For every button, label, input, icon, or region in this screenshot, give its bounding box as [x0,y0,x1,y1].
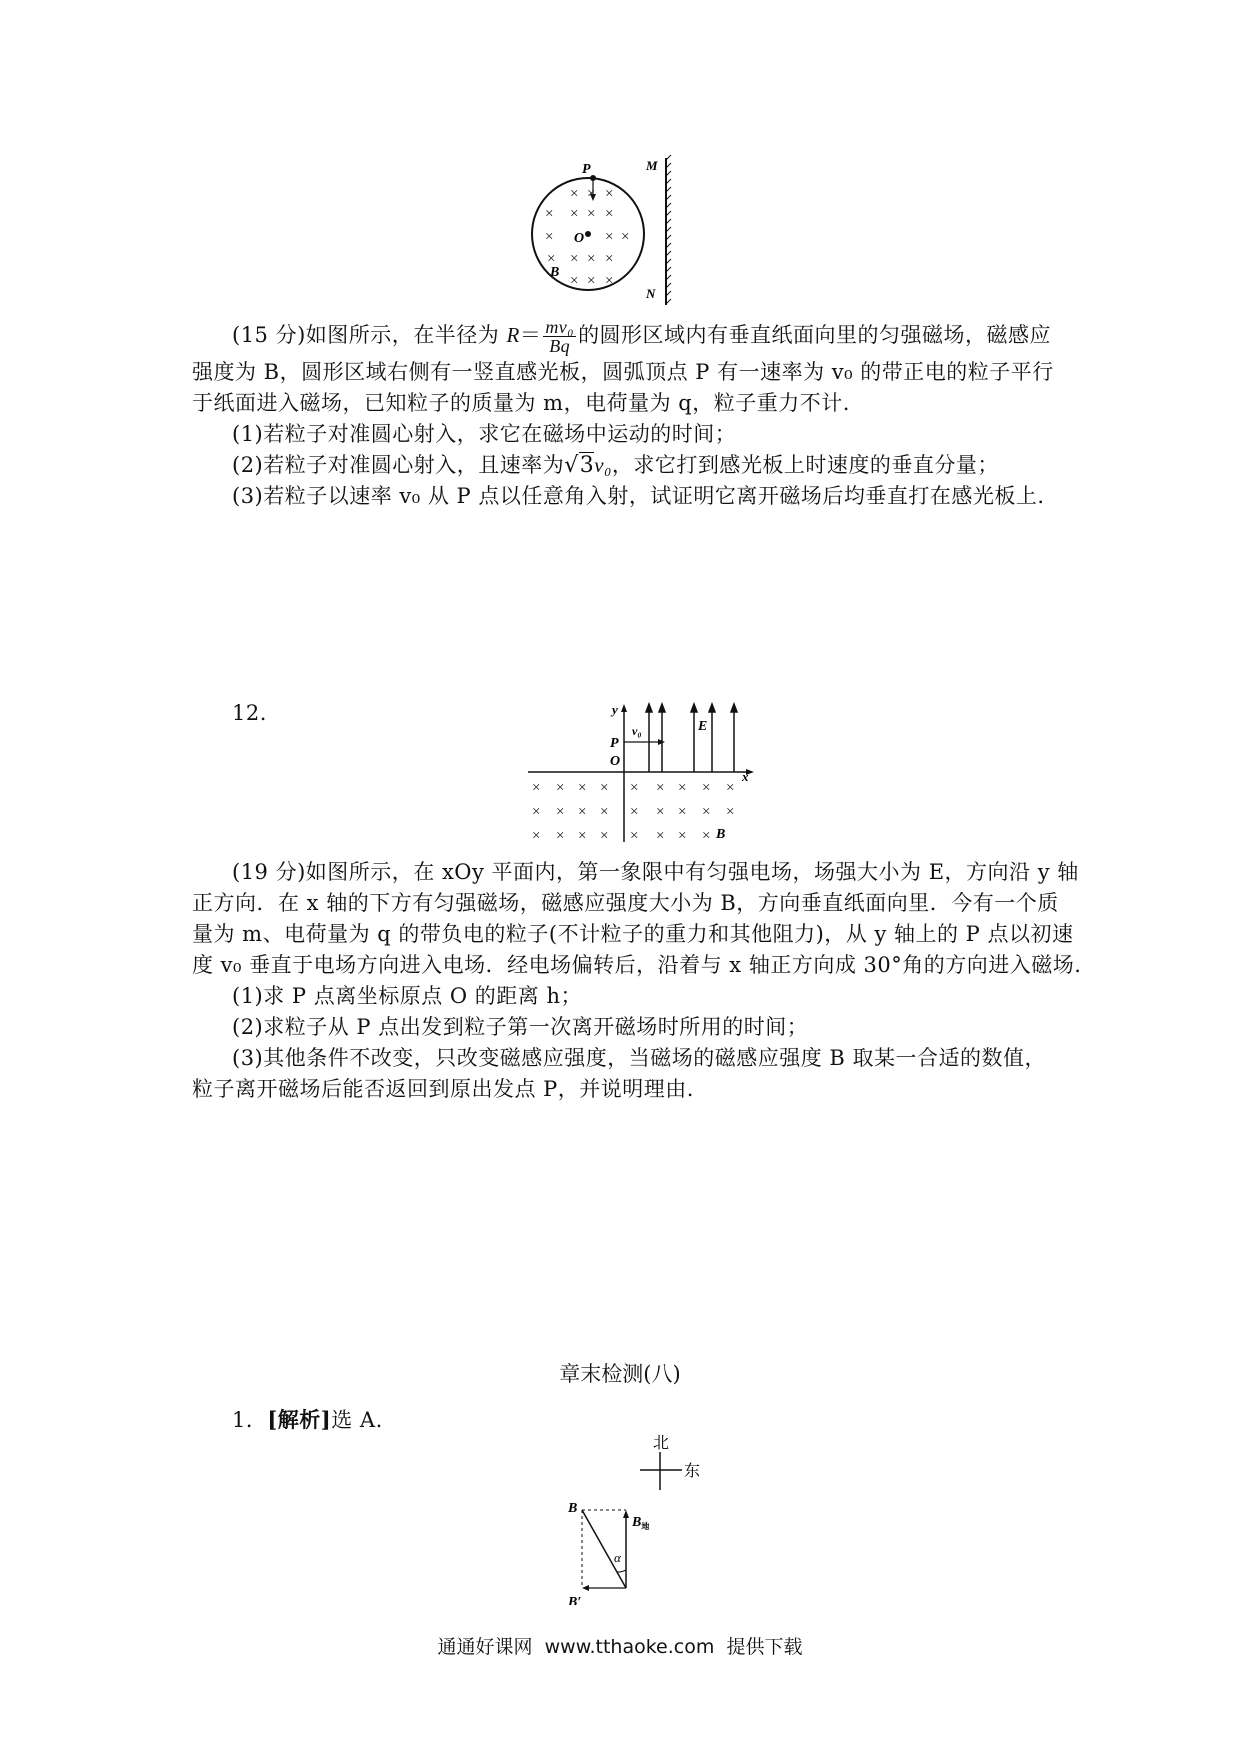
svg-text:×: × [656,780,665,796]
svg-text:×: × [605,251,614,267]
label-north: 北 [653,1435,670,1452]
svg-text:×: × [556,804,565,820]
svg-text:×: × [656,804,665,820]
y-axis-arrowhead [621,704,627,712]
answer-1-tag: [解析] [267,1407,332,1432]
problem-12-line-2: 正方向．在 x 轴的下方有匀强磁场，磁感应强度大小为 B，方向垂直纸面向里．今有一个质 [192,891,1059,915]
problem-12-line-4: 度 v₀ 垂直于电场方向进入电场．经电场偏转后，沿着与 x 轴正方向成 30°角的方向进入磁场. [192,953,1082,977]
problem-11 [192,318,1072,512]
problem-12-question-3b: 粒子离开磁场后能否返回到原出发点 P，并说明理由. [192,1077,694,1101]
problem-12-question-3a: (3)其他条件不改变，只改变磁感应强度，当磁场的磁感应强度 B 取某一合适的数值， [232,1046,1047,1070]
answer-1-number: 1． [232,1408,268,1432]
angle-arc [617,1570,626,1572]
question-2-text-a: (2)若粒子对准圆心射入，且速率为 [232,453,565,477]
electric-field-lines [646,704,737,772]
svg-text:×: × [587,251,596,267]
question-2-text-b: ，求它打到感光板上时速度的垂直分量； [611,453,999,477]
problem-12 [192,857,1082,1105]
label-B: B [716,827,726,842]
svg-text:×: × [570,273,579,289]
page-footer: 通通好课网 www.tthaoke.com 提供下载 [437,1636,803,1658]
label-O: O [574,231,585,246]
label-P: P [610,736,619,751]
svg-text:×: × [630,780,639,796]
label-M: M [646,158,658,173]
sqrt-expression [564,452,594,478]
resultant-field-line [582,1510,626,1588]
svg-text:×: × [600,804,609,820]
magnetic-field-crosses [532,780,734,844]
problem-11-marks: (15 分) [232,323,306,347]
radius-fraction [543,318,576,355]
svg-text:×: × [605,273,614,289]
label-B: B [550,265,560,280]
radius-symbol: R [506,323,520,347]
svg-text:×: × [547,251,556,267]
problem-12-line-3: 量为 m、电荷量为 q 的带负电的粒子(不计粒子的重力和其他阻力)，从 y 轴上的 P 点以初速 [192,922,1074,946]
svg-text:×: × [570,251,579,267]
figure-circle-magnetic-field [520,150,770,315]
label-v0: v₀ [632,724,642,738]
equals-sign: ＝ [519,323,542,347]
svg-text:×: × [578,828,587,844]
svg-text:×: × [678,804,687,820]
svg-text:×: × [587,273,596,289]
svg-text:×: × [578,780,587,796]
svg-text:×: × [532,780,541,796]
svg-text:×: × [556,780,565,796]
svg-text:×: × [545,229,554,245]
label-E: E [698,719,708,734]
problem-11-question-1: (1)若粒子对准圆心射入，求它在磁场中运动的时间； [232,422,737,446]
b-prime-arrowhead [582,1585,589,1591]
svg-text:×: × [630,828,639,844]
label-alpha: α [614,1550,621,1565]
svg-text:×: × [656,828,665,844]
label-B: B [568,1501,578,1516]
fraction-numerator: mv₀ [545,317,575,337]
problem-11-text-1a: 如图所示，在半径为 [305,323,507,347]
label-B-prime: B′ [568,1595,582,1605]
problem-11-line-1 [192,318,1072,355]
svg-text:×: × [578,804,587,820]
sqrt-radicand: 3 [579,453,595,478]
label-x: x [742,769,749,784]
problem-12-question-1: (1)求 P 点离坐标原点 O 的距离 h； [232,984,582,1008]
svg-text:×: × [556,828,565,844]
svg-text:×: × [587,206,596,222]
svg-text:×: × [702,828,711,844]
svg-text:×: × [545,206,554,222]
svg-text:×: × [678,780,687,796]
svg-text:×: × [532,828,541,844]
svg-text:×: × [678,828,687,844]
label-P: P [582,162,591,177]
svg-text:×: × [621,229,630,245]
label-B-di: $B_地$ [632,1515,650,1531]
label-east: 东 [684,1463,701,1480]
point-O [585,231,591,237]
answer-1 [232,1404,383,1436]
svg-text:×: × [726,780,735,796]
problem-11-line-3: 于纸面进入磁场，已知粒子的质量为 m，电荷量为 q，粒子重力不计. [192,391,850,415]
problem-11-line-2: 强度为 B，圆形区域右侧有一竖直感光板，圆弧顶点 P 有一速率为 v₀ 的带正电的粒子平行 [192,360,1054,384]
problem-11-text-1b: 的圆形区域内有垂直纸面向里的匀强磁场，磁感应 [578,323,1052,347]
problem-12-question-2: (2)求粒子从 P 点出发到粒子第一次离开磁场时所用的时间； [232,1015,809,1039]
section-title: 章末检测(八) [559,1362,681,1386]
svg-text:×: × [570,186,579,202]
svg-text:×: × [600,780,609,796]
fraction-denominator: Bq [549,336,571,356]
svg-text:×: × [630,804,639,820]
label-O: O [610,754,621,769]
problem-12-number: 12. [232,701,267,725]
earth-field-arrowhead [623,1510,629,1518]
answer-1-text: 选 A. [331,1408,383,1432]
label-N: N [646,286,656,301]
svg-text:×: × [702,780,711,796]
svg-text:×: × [726,804,735,820]
svg-text:×: × [605,206,614,222]
svg-text:×: × [605,229,614,245]
problem-11-question-2 [192,450,1072,481]
svg-text:×: × [702,804,711,820]
sqrt-sign: √ [564,453,579,478]
svg-text:×: × [605,186,614,202]
problem-12-line-1: (19 分)如图所示，在 xOy 平面内，第一象限中有匀强电场，场强大小为 E，方向沿 y 轴 [232,860,1079,884]
figure-compass-field [560,1430,730,1605]
svg-text:×: × [600,828,609,844]
problem-11-question-3: (3)若粒子以速率 v₀ 从 P 点以任意角入射，试证明它离开磁场后均垂直打在感光板上. [232,484,1045,508]
figure-xoy-field [528,700,758,850]
svg-text:×: × [532,804,541,820]
svg-text:×: × [570,206,579,222]
velocity-symbol: v₀ [594,453,612,477]
svg-text:×: × [587,186,596,202]
label-y: y [612,702,618,717]
